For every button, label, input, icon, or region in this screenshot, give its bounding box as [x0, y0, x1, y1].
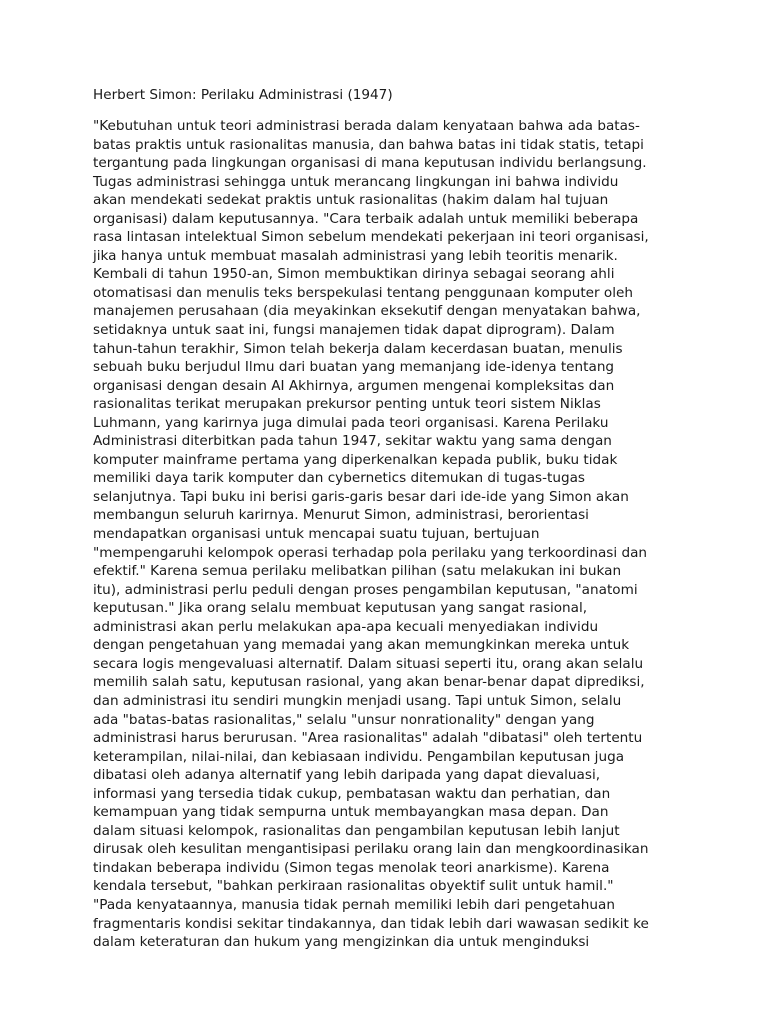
body-text-line: keputusan." Jika orang selalu membuat keputusan yang sangat rasional,: [93, 600, 588, 617]
body-text-line: Luhmann, yang karirnya juga dimulai pada teori organisasi. Karena Perilaku: [93, 414, 609, 431]
body-text-line: mendapatkan organisasi untuk mencapai suatu tujuan, bertujuan: [93, 526, 540, 543]
body-text-line: Administrasi diterbitkan pada tahun 1947, sekitar waktu yang sama dengan: [93, 433, 612, 450]
body-text-line: organisasi) dalam keputusannya. "Cara terbaik adalah untuk memiliki beberapa: [93, 210, 639, 227]
body-text-line: Kembali di tahun 1950-an, Simon membuktikan dirinya sebagai seorang ahli: [93, 266, 615, 283]
body-text-line: rasionalitas terikat merupakan prekursor penting untuk teori sistem Niklas: [93, 396, 601, 413]
body-text-line: memilih salah satu, keputusan rasional, yang akan benar-benar dapat diprediksi,: [93, 674, 645, 691]
body-text-line: Tugas administrasi sehingga untuk merancang lingkungan ini bahwa individu: [93, 173, 619, 190]
body-text-line: tergantung pada lingkungan organisasi di mana keputusan individu berlangsung.: [93, 155, 647, 172]
body-text-line: memiliki daya tarik komputer dan cybernetics ditemukan di tugas-tugas: [93, 470, 585, 487]
body-text-line: informasi yang tersedia tidak cukup, pembatasan waktu dan perhatian, dan: [93, 785, 611, 802]
body-text-line: "mempengaruhi kelompok operasi terhadap pola perilaku yang terkoordinasi dan: [93, 544, 648, 561]
body-text-line: kemampuan yang tidak sempurna untuk membayangkan masa depan. Dan: [93, 804, 609, 821]
body-text-line: fragmentaris kondisi sekitar tindakannya, dan tidak lebih dari wawasan sedikit ke: [93, 915, 649, 932]
body-text-line: akan mendekati sedekat praktis untuk rasionalitas (hakim dalam hal tujuan: [93, 192, 609, 209]
body-text-line: organisasi dengan desain AI Akhirnya, argumen mengenai kompleksitas dan: [93, 377, 615, 394]
body-text-line: "Pada kenyataannya, manusia tidak pernah memiliki lebih dari pengetahuan: [93, 896, 615, 913]
body-text-line: administrasi akan perlu melakukan apa-apa kecuali menyediakan individu: [93, 618, 599, 635]
body-text-line: itu), administrasi perlu peduli dengan proses pengambilan keputusan, "anatomi: [93, 581, 638, 598]
body-text-line: keterampilan, nilai-nilai, dan kebiasaan individu. Pengambilan keputusan juga: [93, 748, 625, 765]
body-text-line: otomatisasi dan menulis teks berspekulasi tentang penggunaan komputer oleh: [93, 284, 633, 301]
body-text-line: efektif." Karena semua perilaku melibatkan pilihan (satu melakukan ini bukan: [93, 563, 622, 580]
body-text-line: batas praktis untuk rasionalitas manusia, dan bahwa batas ini tidak statis, tetapi: [93, 136, 644, 153]
body-text-line: dirusak oleh kesulitan mengantisipasi perilaku orang lain dan mengkoordinasikan: [93, 841, 649, 858]
body-text-line: dengan pengetahuan yang memadai yang akan memungkinkan mereka untuk: [93, 637, 630, 654]
body-text-line: dibatasi oleh adanya alternatif yang lebih daripada yang dapat dievaluasi,: [93, 767, 601, 784]
body-text-line: jika hanya untuk membuat masalah administrasi yang lebih teoritis menarik.: [93, 247, 618, 264]
body-text-line: dan administrasi itu sendiri mungkin menjadi usang. Tapi untuk Simon, selalu: [93, 692, 622, 709]
document-body: [93, 117, 678, 952]
body-text-line: rasa lintasan intelektual Simon sebelum mendekati pekerjaan ini teori organisasi,: [93, 229, 649, 246]
body-text-line: administrasi harus berurusan. "Area rasionalitas" adalah "dibatasi" oleh tertentu: [93, 730, 643, 747]
body-text-line: tahun-tahun terakhir, Simon telah bekerja dalam kecerdasan buatan, menulis: [93, 340, 623, 357]
body-text-line: tindakan beberapa individu (Simon tegas menolak teori anarkisme). Karena: [93, 859, 610, 876]
body-text-line: membangun seluruh karirnya. Menurut Simon, administrasi, berorientasi: [93, 507, 589, 524]
body-text-line: dalam situasi kelompok, rasionalitas dan pengambilan keputusan lebih lanjut: [93, 822, 620, 839]
body-text-line: selanjutnya. Tapi buku ini berisi garis-garis besar dari ide-ide yang Simon akan: [93, 488, 629, 505]
body-text-line: setidaknya untuk saat ini, fungsi manajemen tidak dapat diprogram). Dalam: [93, 322, 615, 339]
body-text-line: manajemen perusahaan (dia meyakinkan eksekutif dengan menyatakan bahwa,: [93, 303, 641, 320]
body-text-line: kendala tersebut, "bahkan perkiraan rasionalitas obyektif sulit untuk hamil.": [93, 878, 614, 895]
body-text-line: dalam keteraturan dan hukum yang mengizinkan dia untuk menginduksi: [93, 934, 590, 951]
document-title: Herbert Simon: Perilaku Administrasi (1947): [93, 87, 393, 103]
body-text-line: "Kebutuhan untuk teori administrasi berada dalam kenyataan bahwa ada batas-: [93, 118, 640, 134]
body-text-line: ada "batas-batas rasionalitas," selalu "unsur nonrationality" dengan yang: [93, 711, 595, 728]
body-text-line: sebuah buku berjudul Ilmu dari buatan yang memanjang ide-idenya tentang: [93, 359, 615, 376]
body-text-line: komputer mainframe pertama yang diperkenalkan kepada publik, buku tidak: [93, 451, 618, 468]
document-page: [93, 86, 678, 952]
body-text-line: secara logis mengevaluasi alternatif. Dalam situasi seperti itu, orang akan selalu: [93, 655, 644, 672]
